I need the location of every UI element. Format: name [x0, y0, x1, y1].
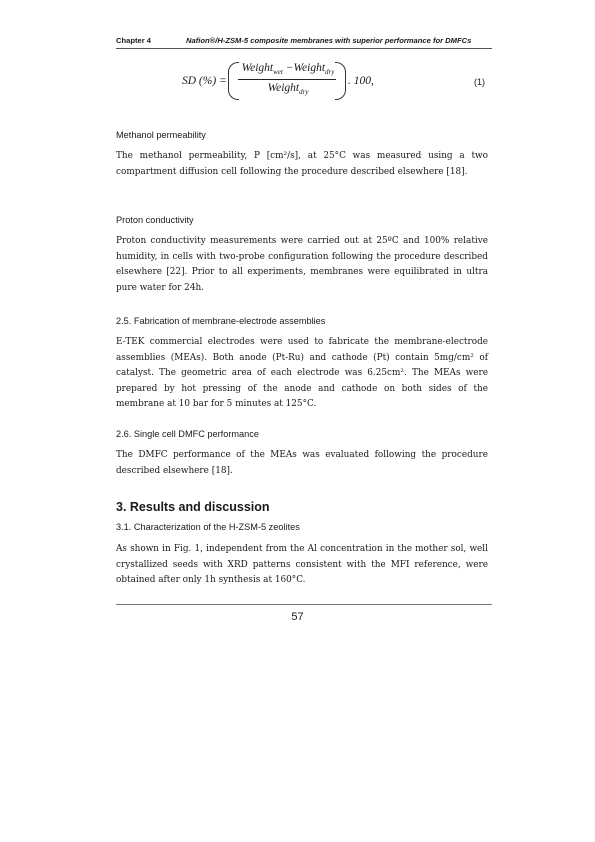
- equation-tail: . 100,: [348, 75, 374, 87]
- results-heading: 3. Results and discussion: [116, 500, 270, 514]
- paragraph: The methanol permeability, P [cm²/s], at 25°C was measured using a two compartment diffusion cell following the procedure described elsewhere [18].: [116, 151, 488, 177]
- header-rule: [116, 48, 492, 49]
- running-header: [116, 34, 492, 48]
- chapter-label: Chapter 4: [116, 36, 152, 45]
- paragraph: As shown in Fig. 1, independent from the Al concentration in the mother sol, well crystallized seeds with XRD patterns consistent with the MFI reference, were obtained after only 1h synthesis at 160°C.: [116, 544, 488, 586]
- section-heading: 2.6. Single cell DMFC performance: [116, 429, 259, 439]
- page-number: 57: [291, 611, 304, 623]
- fraction-numerator: Weight$_{wet}$ −Weight$_{dry}$: [241, 62, 335, 76]
- results-subheading: 3.1. Characterization of the H-ZSM-5 zeolites: [116, 522, 300, 532]
- fraction-denominator: Weight$_{dry}$: [267, 82, 309, 96]
- equation-lhs: SD (%) =: [182, 75, 227, 87]
- paragraph: E-TEK commercial electrodes were used to fabricate the membrane-electrode assemblies (MEAs). Both anode (Pt-Ru) and cathode (Pt) contain 5mg/cm² of catalyst. The geometric area of each electrode was 6.25cm². The MEAs were prepared by hot pressing of the anode and cathode on both sides of the membrane at 10 bar for 5 minutes at 125°C.: [116, 337, 488, 410]
- paragraph: Proton conductivity measurements were carried out at 25ºC and 100% relative humidity, in cells with two-probe configuration following the procedure described elsewhere [22]. Prior to all experiments, membranes were equilibrated in ultra pure water for 24h.: [116, 236, 488, 293]
- fraction-bar: [238, 79, 336, 80]
- section-heading: Proton conductivity: [116, 215, 194, 225]
- equation-number: (1): [474, 77, 485, 87]
- footer-rule: [116, 604, 492, 605]
- paragraph: The DMFC performance of the MEAs was evaluated following the procedure described elsewhere [18].: [116, 450, 488, 476]
- running-title: Nafion®/H-ZSM-5 composite membranes with superior performance for DMFCs: [186, 36, 472, 45]
- equation-1: [0, 58, 595, 108]
- section-heading: 2.5. Fabrication of membrane-electrode assemblies: [116, 316, 326, 326]
- right-paren: [335, 62, 346, 100]
- section-heading: Methanol permeability: [116, 130, 206, 140]
